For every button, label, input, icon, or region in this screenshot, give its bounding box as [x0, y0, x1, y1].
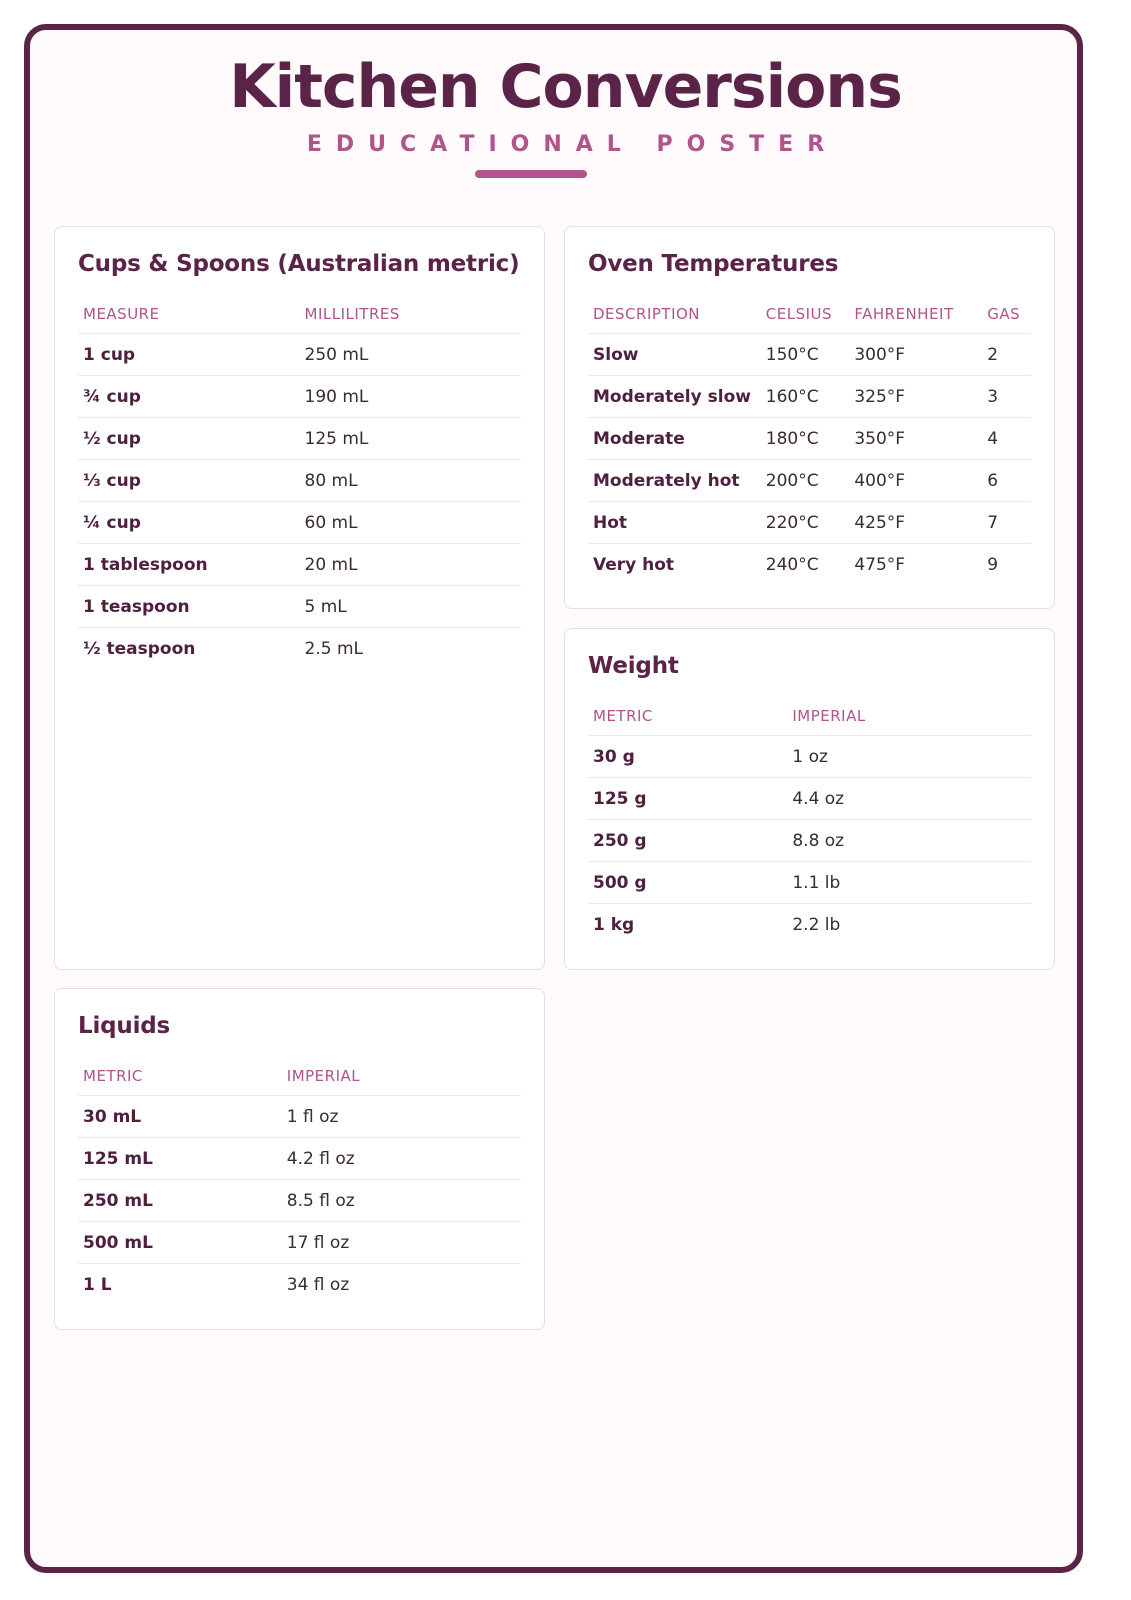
- oven-temperatures-card: [564, 226, 1055, 609]
- liquids-table: [78, 1059, 521, 1305]
- cups-spoons-table: [78, 297, 521, 669]
- row-label: 500 mL: [78, 1222, 282, 1264]
- row-value: 8.5 fl oz: [282, 1180, 521, 1222]
- row-value: 9: [987, 554, 999, 575]
- liquids-card: [54, 988, 545, 1330]
- row-label: 1 tablespoon: [78, 544, 300, 586]
- weight-table: [588, 699, 1031, 945]
- row-label: 1 teaspoon: [78, 586, 300, 628]
- table-row: [78, 628, 521, 670]
- row-label: 1 cup: [78, 334, 300, 376]
- table-row: [588, 544, 1031, 586]
- row-value: 400°F: [849, 460, 982, 502]
- weight-title: Weight: [588, 653, 679, 679]
- column-header: IMPERIAL: [787, 699, 1031, 736]
- row-value: 180°C: [761, 418, 850, 460]
- row-label: Hot: [588, 502, 761, 544]
- row-value: 4: [982, 418, 1031, 460]
- table-row: [78, 376, 521, 418]
- title-underline: [475, 170, 587, 178]
- cups-header-row: [78, 297, 521, 334]
- column-header: MILLILITRES: [300, 297, 522, 334]
- row-value: 475°F: [854, 554, 906, 575]
- table-row: [78, 586, 521, 628]
- row-value: 17 fl oz: [282, 1222, 521, 1264]
- column-header: CELSIUS: [761, 297, 850, 334]
- table-row: [588, 502, 1031, 544]
- table-row: [78, 502, 521, 544]
- page-subtitle: EDUCATIONAL POSTER: [306, 132, 839, 157]
- row-value: 3: [982, 376, 1031, 418]
- page-title: Kitchen Conversions: [229, 52, 902, 122]
- row-value: 350°F: [849, 418, 982, 460]
- row-value: 2.5 mL: [304, 638, 363, 659]
- row-label: ½ teaspoon: [83, 638, 196, 659]
- row-label: Slow: [588, 334, 761, 376]
- table-row: [588, 904, 1031, 946]
- row-label: ¾ cup: [78, 376, 300, 418]
- row-label: 125 g: [588, 778, 787, 820]
- table-row: [588, 334, 1031, 376]
- row-value: 60 mL: [300, 502, 522, 544]
- row-label: ½ cup: [78, 418, 300, 460]
- row-label: 250 mL: [78, 1180, 282, 1222]
- table-row: [78, 460, 521, 502]
- row-label: 500 g: [588, 862, 787, 904]
- row-label: Moderately hot: [588, 460, 761, 502]
- row-label: 1 kg: [593, 914, 635, 935]
- row-label: Very hot: [593, 554, 675, 575]
- table-row: [78, 1138, 521, 1180]
- row-label: 30 mL: [78, 1096, 282, 1138]
- column-header: METRIC: [78, 1059, 282, 1096]
- table-row: [588, 862, 1031, 904]
- row-label: Moderately slow: [588, 376, 761, 418]
- table-row: [78, 544, 521, 586]
- liquids-header-row: [78, 1059, 521, 1096]
- row-value: 250 mL: [300, 334, 522, 376]
- row-value: 2.2 lb: [792, 914, 841, 935]
- column-header: MEASURE: [78, 297, 300, 334]
- row-value: 7: [982, 502, 1031, 544]
- row-value: 6: [982, 460, 1031, 502]
- table-row: [78, 334, 521, 376]
- table-row: [78, 1222, 521, 1264]
- table-row: [78, 1096, 521, 1138]
- row-label: ⅓ cup: [78, 460, 300, 502]
- table-row: [78, 1180, 521, 1222]
- row-value: 240°C: [765, 554, 819, 575]
- column-header: GAS: [982, 297, 1031, 334]
- row-label: Moderate: [588, 418, 761, 460]
- table-row: [588, 376, 1031, 418]
- table-row: [78, 1264, 521, 1306]
- row-value: 200°C: [761, 460, 850, 502]
- oven-temperatures-title: Oven Temperatures: [588, 251, 839, 277]
- table-row: [588, 778, 1031, 820]
- table-row: [588, 820, 1031, 862]
- oven-header-row: [588, 297, 1031, 334]
- row-value: 4.2 fl oz: [282, 1138, 521, 1180]
- row-value: 34 fl oz: [286, 1274, 350, 1295]
- row-label: 125 mL: [78, 1138, 282, 1180]
- row-value: 20 mL: [300, 544, 522, 586]
- table-row: [588, 418, 1031, 460]
- column-header: METRIC: [588, 699, 787, 736]
- row-value: 8.8 oz: [787, 820, 1031, 862]
- row-value: 300°F: [849, 334, 982, 376]
- table-row: [588, 460, 1031, 502]
- row-label: 250 g: [588, 820, 787, 862]
- row-label: 1 L: [83, 1274, 112, 1295]
- column-header: IMPERIAL: [282, 1059, 521, 1096]
- row-value: 150°C: [761, 334, 850, 376]
- column-header: DESCRIPTION: [588, 297, 761, 334]
- cups-spoons-card: [54, 226, 545, 970]
- row-value: 1.1 lb: [787, 862, 1031, 904]
- row-value: 425°F: [849, 502, 982, 544]
- row-value: 160°C: [761, 376, 850, 418]
- column-header: FAHRENHEIT: [849, 297, 982, 334]
- row-value: 190 mL: [300, 376, 522, 418]
- row-label: 30 g: [588, 736, 787, 778]
- row-value: 220°C: [761, 502, 850, 544]
- row-value: 1 fl oz: [282, 1096, 521, 1138]
- row-label: ¼ cup: [78, 502, 300, 544]
- row-value: 80 mL: [300, 460, 522, 502]
- table-row: [588, 736, 1031, 778]
- oven-temperatures-table: [588, 297, 1031, 585]
- weight-card: [564, 628, 1055, 970]
- row-value: 4.4 oz: [787, 778, 1031, 820]
- row-value: 1 oz: [787, 736, 1031, 778]
- cups-spoons-title: Cups & Spoons (Australian metric): [78, 251, 520, 277]
- weight-header-row: [588, 699, 1031, 736]
- table-row: [78, 418, 521, 460]
- row-value: 2: [982, 334, 1031, 376]
- row-value: 125 mL: [300, 418, 522, 460]
- liquids-title: Liquids: [78, 1013, 171, 1039]
- row-value: 325°F: [849, 376, 982, 418]
- row-value: 5 mL: [300, 586, 522, 628]
